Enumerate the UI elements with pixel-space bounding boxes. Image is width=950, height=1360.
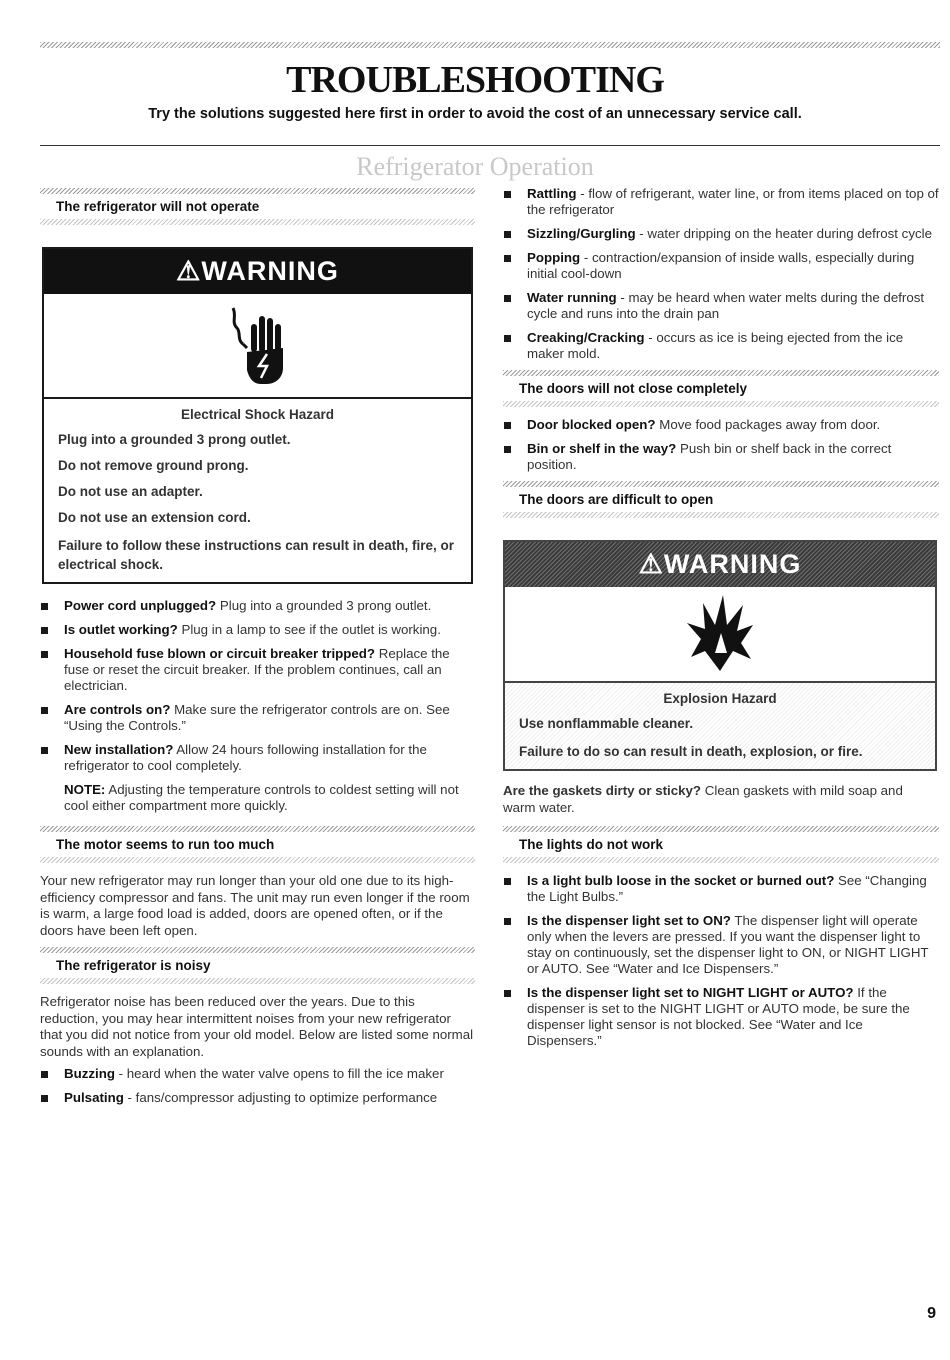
item-answer: - fans/compressor adjusting to optimize performance xyxy=(123,1090,438,1105)
bullet-square-icon xyxy=(504,918,511,925)
item-answer: - occurs as ice is being ejected from the ice maker mold. xyxy=(527,330,904,361)
item-answer: Move food packages away from door. xyxy=(655,417,881,432)
bullet-square-icon xyxy=(41,1095,48,1102)
electrical-warning-box xyxy=(42,247,473,584)
heading-motor xyxy=(40,826,475,863)
bullet-square-icon xyxy=(41,1071,48,1078)
warning-line: Do not remove ground prong. xyxy=(58,458,249,473)
warning-banner-label: WARNING xyxy=(201,256,339,286)
item-question: Pulsating xyxy=(64,1090,124,1105)
item-answer: Make sure the refrigerator controls are on. See “Using the Controls.” xyxy=(64,702,450,733)
list-item xyxy=(40,622,475,638)
bullet-square-icon xyxy=(504,878,511,885)
warning-line: Failure to follow these instructions can result in death, fire, or electrical shock. xyxy=(58,538,455,572)
item-answer: Push bin or shelf back in the correct position. xyxy=(527,441,892,472)
list-item xyxy=(503,330,939,362)
list-item xyxy=(40,742,475,774)
bullet-square-icon xyxy=(41,603,48,610)
item-answer: If the dispenser is set to the NIGHT LIGHT or AUTO mode, be sure the dispenser light sensor is not blocked. See “Water and Ice Dispensers.” xyxy=(527,985,910,1048)
noisy-paragraph: Refrigerator noise has been reduced over the years. Due to this reduction, you may hear intermittent noises from your new refrigerator that you did not notice from your old model. Below are listed some normal sounds with an explanation. xyxy=(40,994,474,1059)
note-label: NOTE: xyxy=(64,782,106,797)
item-question: Are controls on? xyxy=(64,702,171,717)
list-item xyxy=(503,873,939,905)
item-answer: - contraction/expansion of inside walls, especially during initial cool-down xyxy=(527,250,915,281)
bullet-square-icon xyxy=(41,707,48,714)
bullet-square-icon xyxy=(41,651,48,658)
top-rule xyxy=(40,42,940,48)
item-question: Door blocked open? xyxy=(527,417,656,432)
heading-not-operate xyxy=(40,188,475,225)
item-question: Water running xyxy=(527,290,617,305)
warning-hazard-title: Electrical Shock Hazard xyxy=(180,407,335,422)
item-question: Is a light bulb loose in the socket or burned out? xyxy=(527,873,835,888)
item-question: Sizzling/Gurgling xyxy=(527,226,636,241)
heading-doors-close xyxy=(503,370,939,407)
item-answer: See “Changing the Light Bulbs.” xyxy=(527,873,927,904)
heading-text: The refrigerator is noisy xyxy=(56,958,211,973)
gasket-question: Are the gaskets dirty or sticky? xyxy=(503,783,702,798)
bullet-square-icon xyxy=(41,747,48,754)
page-number: 9 xyxy=(927,1305,936,1322)
title-divider xyxy=(40,145,940,146)
list-item xyxy=(40,1066,475,1082)
item-answer: Replace the fuse or reset the circuit breaker. If the problem continues, call an electrician. xyxy=(64,646,450,693)
item-answer: Plug into a grounded 3 prong outlet. xyxy=(216,598,432,613)
page-title: TROUBLESHOOTING xyxy=(286,59,664,101)
bullet-square-icon xyxy=(41,627,48,634)
item-answer: The dispenser light will operate only when the levers are pressed. If you want the dispenser light to stay on continuously, set the dispenser light to ON, or NIGHT LIGHT or AUTO. See “Water and Ice Dispensers.” xyxy=(527,913,929,976)
warning-banner xyxy=(44,249,471,294)
item-answer: - water dripping on the heater during defrost cycle xyxy=(635,226,932,241)
item-answer: - heard when the water valve opens to fill the ice maker xyxy=(114,1066,444,1081)
bullet-square-icon xyxy=(504,990,511,997)
list-item xyxy=(503,290,939,322)
list-item xyxy=(40,646,475,694)
heading-bar xyxy=(40,857,475,863)
heading-lights xyxy=(503,826,939,863)
heading-noisy xyxy=(40,947,475,984)
left-column xyxy=(40,188,475,1114)
list-item xyxy=(40,598,475,614)
list-item xyxy=(40,1090,475,1106)
item-question: Creaking/Cracking xyxy=(527,330,645,345)
warning-image-area xyxy=(44,294,471,399)
heading-text: The doors are difficult to open xyxy=(519,492,714,507)
item-question: Popping xyxy=(527,250,581,265)
bullet-square-icon xyxy=(504,295,511,302)
list-item xyxy=(503,417,939,433)
bullet-square-icon xyxy=(504,255,511,262)
list-item xyxy=(503,186,939,218)
heading-bar xyxy=(503,857,939,863)
warning-image-area xyxy=(505,587,935,683)
warning-line: Do not use an adapter. xyxy=(58,484,203,499)
explosion-warning-box xyxy=(503,540,937,771)
heading-text: The doors will not close completely xyxy=(519,381,748,396)
list-item xyxy=(503,226,939,242)
warning-line: Use nonflammable cleaner. xyxy=(519,716,694,731)
motor-paragraph: Your new refrigerator may run longer than your old one due to its high-efficiency compressor and fans. The unit may run even longer if the room is warm, a large food load is added, doors are opened often, or if the doors have been left open. xyxy=(40,873,470,938)
item-answer: - flow of refrigerant, water line, or from items placed on top of the refrigerator xyxy=(527,186,939,217)
note-text: Adjusting the temperature controls to coldest setting will not cool either compartment more quickly. xyxy=(64,782,459,813)
doors-close-list xyxy=(503,417,939,473)
warning-banner xyxy=(505,542,935,587)
warning-line: Failure to do so can result in death, explosion, or fire. xyxy=(519,744,863,759)
item-question: Rattling xyxy=(527,186,577,201)
item-question: Household fuse blown or circuit breaker tripped? xyxy=(64,646,376,661)
item-question: Is the dispenser light set to NIGHT LIGHT or AUTO? xyxy=(527,985,854,1000)
electric-shock-hand-icon xyxy=(227,302,297,392)
note-paragraph xyxy=(40,782,475,814)
item-question: New installation? xyxy=(64,742,174,757)
not-operate-list xyxy=(40,598,475,774)
heading-doors-open xyxy=(503,481,939,518)
heading-bar xyxy=(503,512,939,518)
noisy-list xyxy=(40,1066,475,1106)
warning-triangle-icon: ⚠ xyxy=(638,549,664,579)
heading-bar xyxy=(40,219,475,225)
item-question: Power cord unplugged? xyxy=(64,598,217,613)
list-item xyxy=(503,250,939,282)
bullet-square-icon xyxy=(504,446,511,453)
explosion-icon xyxy=(685,593,755,673)
item-question: Is the dispenser light set to ON? xyxy=(527,913,731,928)
bullet-square-icon xyxy=(504,422,511,429)
warning-triangle-icon: ⚠ xyxy=(176,256,202,286)
item-question: Bin or shelf in the way? xyxy=(527,441,677,456)
page-subtitle: Try the solutions suggested here first in order to avoid the cost of an unnecessary service call. xyxy=(148,106,802,122)
lights-list xyxy=(503,873,939,1049)
gasket-answer: Clean gaskets with mild soap and warm water. xyxy=(503,783,903,815)
item-answer: Plug in a lamp to see if the outlet is working. xyxy=(177,622,441,637)
warning-body xyxy=(505,683,935,769)
warning-hazard-title: Explosion Hazard xyxy=(663,691,777,706)
heading-bar xyxy=(40,978,475,984)
warning-banner-label: WARNING xyxy=(663,549,802,579)
heading-text: The lights do not work xyxy=(519,837,663,852)
item-question: Buzzing xyxy=(64,1066,115,1081)
bullet-square-icon xyxy=(504,231,511,238)
warning-line: Plug into a grounded 3 prong outlet. xyxy=(58,432,291,447)
gasket-paragraph xyxy=(503,783,939,816)
warning-line: Do not use an extension cord. xyxy=(58,510,251,525)
right-column xyxy=(503,186,939,1057)
heading-bar xyxy=(503,401,939,407)
item-question: Is outlet working? xyxy=(64,622,178,637)
bullet-square-icon xyxy=(504,191,511,198)
list-item xyxy=(503,441,939,473)
list-item xyxy=(503,913,939,977)
list-item xyxy=(503,985,939,1049)
item-answer: - may be heard when water melts during the defrost cycle and runs into the drain pan xyxy=(527,290,925,321)
item-answer: Allow 24 hours following installation for the refrigerator to cool completely. xyxy=(64,742,427,773)
warning-body xyxy=(44,399,471,582)
heading-text: The motor seems to run too much xyxy=(56,837,275,852)
section-title: Refrigerator Operation xyxy=(356,152,594,181)
noisy-list-continued xyxy=(503,186,939,362)
bullet-square-icon xyxy=(504,335,511,342)
list-item xyxy=(40,702,475,734)
heading-text: The refrigerator will not operate xyxy=(56,199,260,214)
